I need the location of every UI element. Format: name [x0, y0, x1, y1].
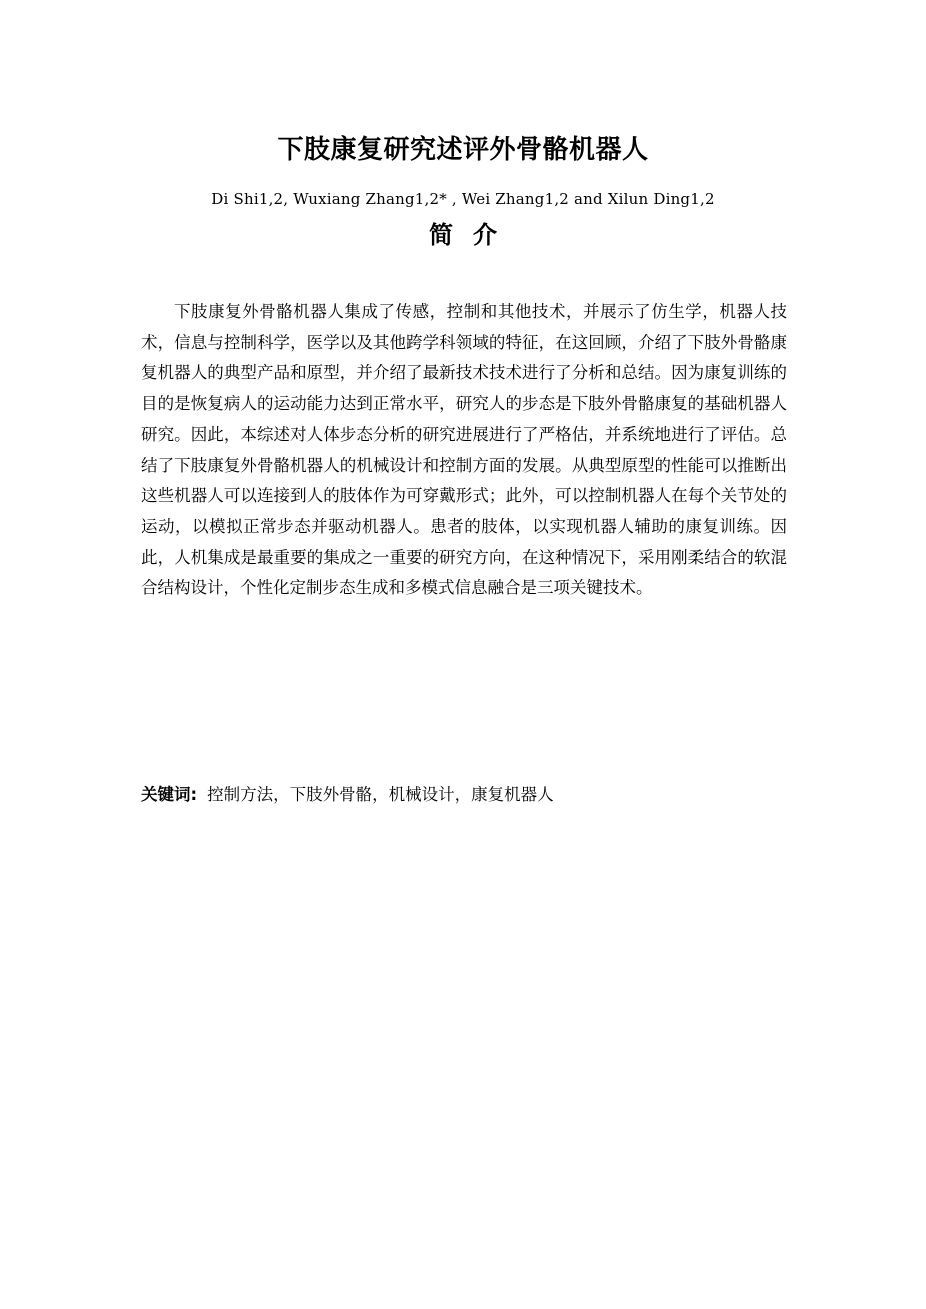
abstract-body: 下肢康复外骨骼机器人集成了传感，控制和其他技术，并展示了仿生学，机器人技术，信息与控制科学，医学以及其他跨学科领域的特征，在这回顾，介绍了下肢外骨骼康复机器人的典型产品和原型，并介绍了最新技术技术进行了分析和总结。因为康复训练的目的是恢复病人的运动能力达到正常水平，研究人的步态是下肢外骨骼康复的基础机器人研究。因此，本综述对人体步态分析的研究进展进行了严格估，并系统地进行了评估。总结了下肢康复外骨骼机器人的机械设计和控制方面的发展。从典型原型的性能可以推断出这些机器人可以连接到人的肢体作为可穿戴形式；此外，可以控制机器人在每个关节处的运动，以模拟正常步态并驱动机器人。患者的肢体，以实现机器人辅助的康复训练。因此，人机集成是最重要的集成之一重要的研究方向，在这种情况下，采用刚柔结合的软混合结构设计，个性化定制步态生成和多模式信息融合是三项关键技术。: [141, 302, 787, 598]
abstract-heading: 简介: [429, 221, 517, 249]
author-list: Di Shi1,2, Wuxiang Zhang1,2* , Wei Zhang1,2 and Xilun Ding1,2: [211, 190, 715, 208]
keywords-line: [141, 780, 787, 810]
keywords-text: 控制方法，下肢外骨骼，机械设计，康复机器人: [207, 785, 554, 804]
paper-title: 下肢康复研究述评外骨骼机器人: [277, 135, 649, 165]
keywords-label: 关键词:: [141, 785, 198, 804]
